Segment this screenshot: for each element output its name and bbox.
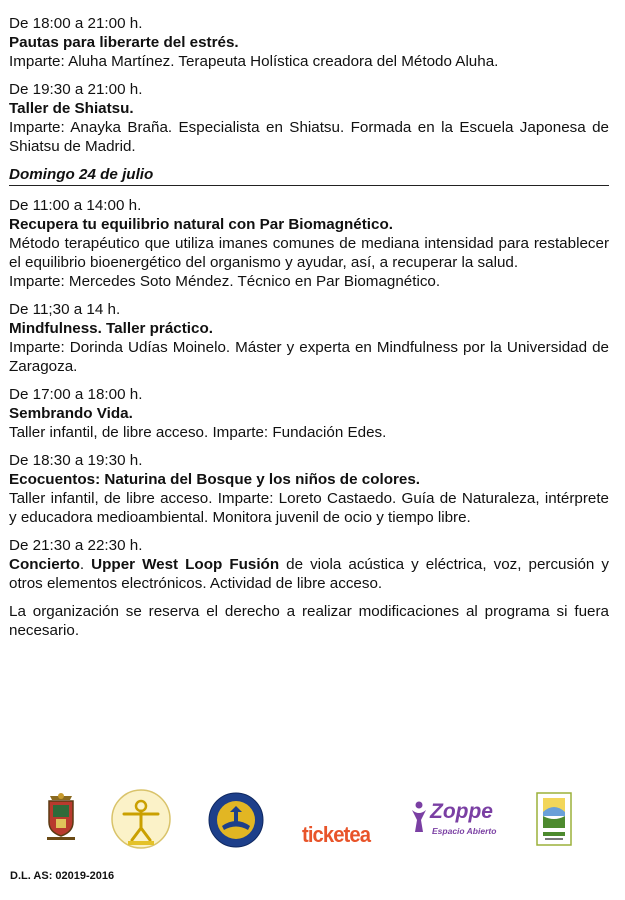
organization-note: La organización se reserva el derecho a realizar modificaciones al programa si fuera necesario. [9, 603, 609, 639]
zoppe-figure-icon [410, 800, 428, 834]
event-sembrando-vida [9, 385, 609, 442]
event-title: Mindfulness. Taller práctico. [9, 320, 213, 337]
sponsor-logos [0, 780, 625, 860]
event-mindfulness [9, 300, 609, 376]
event-time: De 19:30 a 21:00 h. [9, 81, 143, 98]
coat-of-arms-logo [44, 792, 78, 842]
concert-description [9, 555, 609, 593]
event-description: Método terapéutico que utiliza imanes comunes de mediana intensidad para restablecer el equilibrio bioenergético del organismo y ayudar, así, a recuperar la salud. [9, 235, 609, 271]
zoppe-subtitle: Espacio Abierto [432, 826, 497, 836]
event-title: Ecocuentos: Naturina del Bosque y los niños de colores. [9, 471, 420, 488]
day-heading: Domingo 24 de julio [9, 165, 609, 186]
ticketea-logo: ticketea [302, 822, 371, 847]
event-title: Sembrando Vida. [9, 405, 133, 422]
fenaco-logo [110, 788, 172, 850]
event-concert [9, 536, 609, 593]
program-page [9, 14, 609, 640]
event-time: De 21:30 a 22:30 h. [9, 537, 143, 554]
copae-logo [536, 792, 572, 846]
event-description: Imparte: Dorinda Udías Moinelo. Máster y experta en Mindfulness por la Universidad de Zaragoza. [9, 339, 609, 375]
event-time: De 11;30 a 14 h. [9, 301, 121, 318]
event-biomagnetic [9, 196, 609, 291]
concert-details: de viola acústica y eléctrica, voz, percusión y otros elementos electrónicos. Actividad de libre acceso. [9, 556, 609, 592]
event-title: Taller de Shiatsu. [9, 100, 134, 117]
concert-separator: . [79, 556, 92, 573]
event-shiatsu [9, 80, 609, 156]
zoppe-logo [410, 798, 500, 844]
event-time: De 18:00 a 21:00 h. [9, 15, 143, 32]
event-ecocuentos [9, 451, 609, 527]
event-instructor: Imparte: Mercedes Soto Méndez. Técnico en Par Biomagnético. [9, 273, 441, 290]
event-time: De 18:30 a 19:30 h. [9, 452, 143, 469]
emblem-logo [208, 792, 264, 848]
event-title: Recupera tu equilibrio natural con Par Biomagnético. [9, 216, 393, 233]
event-description: Taller infantil, de libre acceso. Imparte: Loreto Castaedo. Guía de Naturaleza, intérprete y educadora medioambiental. Monitora juvenil de ocio y tiempo libre. [9, 490, 609, 526]
event-title: Pautas para liberarte del estrés. [9, 34, 239, 51]
event-stress [9, 14, 609, 71]
event-description: Taller infantil, de libre acceso. Imparte: Fundación Edes. [9, 424, 387, 441]
event-description: Imparte: Anayka Braña. Especialista en Shiatsu. Formada en la Escuela Japonesa de Shiatsu de Madrid. [9, 119, 609, 155]
event-time: De 17:00 a 18:00 h. [9, 386, 143, 403]
legal-deposit: D.L. AS: 02019-2016 [10, 870, 115, 882]
zoppe-name: Zoppe [430, 800, 493, 823]
concert-band: Upper West Loop Fusión [91, 556, 280, 573]
event-description: Imparte: Aluha Martínez. Terapeuta Holística creadora del Método Aluha. [9, 53, 499, 70]
concert-lead: Concierto [9, 556, 80, 573]
event-time: De 11:00 a 14:00 h. [9, 197, 142, 214]
